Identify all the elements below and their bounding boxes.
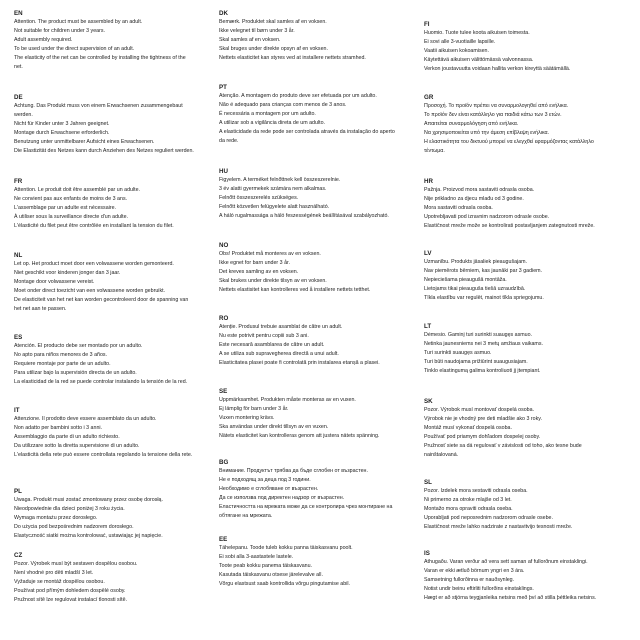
language-code: LV xyxy=(424,250,432,257)
warning-text-line: Να χρησιμοποιείται υπό την άμεση επίβλεψη ενήλικα. xyxy=(424,130,550,136)
warning-text-line: τέντωμα. xyxy=(424,148,445,154)
warning-text-line: Skal brukes under direkte tilsyn av en voksen. xyxy=(219,278,327,284)
warning-text-line: Huomio. Tuote tulee koota aikuisen toimesta. xyxy=(424,30,530,36)
warning-text-line: Ej lämplig för barn under 3 år. xyxy=(219,406,289,412)
warning-text-line: To be used under the direct supervision of an adult. xyxy=(14,46,135,52)
warning-text-line: A se utiliza sub supravegherea directă a unui adult. xyxy=(219,351,339,357)
warning-text-line: Nu este potrivit pentru copiii sub 3 ani. xyxy=(219,333,309,339)
warning-text-line: Do użycia pod bezpośrednim nadzorem dorosłego. xyxy=(14,524,134,530)
warning-text-line: The elasticity of the net can be controlled by installing the tightness of the xyxy=(14,55,186,61)
warning-text-line: Uzmanību. Produkts jāsaliek pieaugušajam. xyxy=(424,259,528,265)
warning-text-line: Η ελαστικότητα του δικτυού μπορεί να ελεγχθεί εφαρμόζοντας κατάλληλο xyxy=(424,139,594,145)
warning-text-line: Requiere montaje por parte de un adulto. xyxy=(14,361,111,367)
warning-text-line: Atención. El producto debe ser montado por un adulto. xyxy=(14,343,143,349)
language-section-sk xyxy=(424,398,636,460)
warning-text-line: Vyžaduje se montáž dospělou osobou. xyxy=(14,579,105,585)
language-code: NL xyxy=(14,252,23,259)
language-code: LT xyxy=(424,323,432,330)
warning-text-line: Upotrebljavati pod izravnim nadzorom odrasle osobe. xyxy=(424,214,550,220)
warning-text-line: A háló rugalmassága a háló feszességének beállításával szabályozható. xyxy=(219,213,389,219)
language-code: DE xyxy=(14,94,23,101)
warning-text-line: Pozor. Izdelek mora sestaviti odrasla oseba. xyxy=(424,488,528,494)
warning-text-line: Nettets elastisitet kan kontrolleres ved å installere nettets tetthet. xyxy=(219,287,371,293)
warning-text-line: Používať pod priamym dohľadom dospelej osoby. xyxy=(424,434,541,440)
warning-text-line: Turi surinkti suaugęs asmuo. xyxy=(424,350,492,356)
warning-text-line: обтягане на мрежата. xyxy=(219,513,273,519)
warning-text-line: Vuxen montering krävs. xyxy=(219,415,275,421)
warning-text-line: net. xyxy=(14,64,23,70)
warning-text-line: Die Elastizität des Netzes kann durch Anziehen des Netzes reguliert werden. xyxy=(14,148,194,154)
warning-text-line: Ei sovi alle 3-vuotiaille lapsille. xyxy=(424,39,496,45)
warning-text-line: Niet geschikt voor kinderen jonger dan 3 jaar. xyxy=(14,270,121,276)
warning-text-line: Turi būti naudojama prižiūrint suaugusiajam. xyxy=(424,359,528,365)
warning-text-line: Používat pod přímým dohledem dospělé osoby. xyxy=(14,588,126,594)
warning-text-line: Nepieciešama pieaugušā montāža. xyxy=(424,277,507,283)
warning-text-line: Not suitable for children under 3 years. xyxy=(14,28,105,34)
warning-text-line: Nieodpowiednie dla dzieci poniżej 3 roku życia. xyxy=(14,506,125,512)
language-code: BG xyxy=(219,459,229,466)
warning-text-line: Attention. Le produit doit être assemblé par un adulte. xyxy=(14,187,141,193)
warning-text-line: Montažo mora opraviti odrasla oseba. xyxy=(424,506,513,512)
language-code: EN xyxy=(14,10,23,17)
language-section-en xyxy=(14,10,219,72)
warning-text-line: Montage door volwassene vereist. xyxy=(14,279,95,285)
warning-text-line: Skal bruges under direkte opsyn af en voksen. xyxy=(219,46,328,52)
language-code: IT xyxy=(14,407,20,414)
warning-text-line: L'élasticité du filet peut être contrôlée en installant la tension du filet. xyxy=(14,223,174,229)
language-code: PL xyxy=(14,488,22,495)
warning-text-line: Nettets elasticitet kan styres ved at installere nettets stramhed. xyxy=(219,55,366,61)
warning-text-line: Käytettävä aikuisen välittömässä valvonnassa. xyxy=(424,57,534,63)
language-section-it xyxy=(14,407,219,460)
language-section-fi xyxy=(424,21,636,74)
warning-text-line: Elastičnost mreže može se kontrolirati postavljanjem zategnutosti mreže. xyxy=(424,223,595,229)
warning-text-line: Kasutada täiskasvanu otsese järelevalve all. xyxy=(219,572,323,578)
warning-text-line: Необходимо е сглобяване от възрастен. xyxy=(219,486,319,492)
warning-text-line: Tähelepanu. Toode tuleb kokku panna täiskasvanu poolt. xyxy=(219,545,353,551)
language-section-no xyxy=(219,242,424,295)
warning-text-line: nainštalovaná. xyxy=(424,452,459,458)
language-code: EE xyxy=(219,536,228,543)
warning-text-line: Uporabljati pod neposrednim nadzorom odrasle osebe. xyxy=(424,515,553,521)
warning-text-line: Wymaga montażu przez dorosłego. xyxy=(14,515,98,521)
warning-text-line: Ne convient pas aux enfants de moins de 3 ans. xyxy=(14,196,128,202)
warning-text-line: A elasticidade da rede pode ser controlada através da instalação do aperto xyxy=(219,129,395,135)
language-section-ee xyxy=(219,536,424,589)
warning-text-line: Felnőtt közvetlen felügyelete alatt használható. xyxy=(219,204,330,210)
language-code: SL xyxy=(424,479,432,486)
warning-text-line: Ikke velegnet til børn under 3 år. xyxy=(219,28,295,34)
language-code: FI xyxy=(424,21,430,28)
language-code: SK xyxy=(424,398,433,405)
warning-text-line: Elastičnost mreže lahko nadzirate z nastavitvijo tesnosti mreže. xyxy=(424,524,573,530)
warning-text-line: Pružnost sítě lze regulovat instalací tlonosti sítě. xyxy=(14,597,128,603)
warning-text-line: A utilizar sob a vigilância direta de um adulto. xyxy=(219,120,325,126)
warning-text-line: Nicht für Kinder unter 3 Jahren geeignet. xyxy=(14,121,110,127)
language-code: PT xyxy=(219,84,227,91)
language-code: DK xyxy=(219,10,228,17)
language-code: HU xyxy=(219,168,228,175)
warning-text-line: Внимание. Продуктът трябва да бъде сглобен от възрастен. xyxy=(219,468,368,474)
warning-text-line: Pozor. Výrobek musí být sestaven dospělou osobou. xyxy=(14,561,138,567)
warning-text-line: À utiliser sous la surveillance directe d'un adulte. xyxy=(14,214,129,220)
warning-text-line: 3 év alatti gyermekek számára nem alkalmas. xyxy=(219,186,327,192)
warning-text-line: Non adatto per bambini sotto i 3 anni. xyxy=(14,425,103,431)
warning-text-line: Attenzione. Il prodotto deve essere assemblato da un adulto. xyxy=(14,416,157,422)
warning-text-line: Attention. The product must be assembled by an adult. xyxy=(14,19,143,25)
warning-text-line: Pružnosť siete sa dá regulovať v závislosti od toho, ako tesne bude xyxy=(424,443,582,449)
warning-text-line: Προσοχή. Το προϊόν πρέπει να συναρμολογηθεί από ενήλικα. xyxy=(424,103,569,109)
language-section-pl xyxy=(14,488,219,541)
language-section-nl xyxy=(14,252,219,314)
warning-text-line: Assemblaggio da parte di un adulto richiesto. xyxy=(14,434,120,440)
warning-text-line: Το προϊόν δεν είναι κατάλληλο για παιδιά κάτω των 3 ετών. xyxy=(424,112,562,118)
language-code: CZ xyxy=(14,552,23,559)
warning-text-line: Notist undir beinu eftirliti fullorðins einstaklings. xyxy=(424,586,534,592)
warning-text-line: No apto para niños menores de 3 años. xyxy=(14,352,108,358)
warning-text-line: Toote peab kokku panema täiskasvanu. xyxy=(219,563,313,569)
warning-text-line: Elasticitatea plasei poate fi controlată prin instalarea etanșă a plasei. xyxy=(219,360,380,366)
language-section-lv xyxy=(424,250,636,303)
language-section-ro xyxy=(219,315,424,368)
warning-text-line: Не е подходящ за деца под 3 години. xyxy=(219,477,311,483)
warning-text-line: Netinka jaunesniems nei 3 metų amžiaus vaikams. xyxy=(424,341,543,347)
warning-text-line: Atenção. A montagem do produto deve ser efetuada por um adulto. xyxy=(219,93,377,99)
warning-text-line: Nätets elasticitet kan kontrolleras genom att justera nätets spänning. xyxy=(219,433,380,439)
warning-text-line: Este necesară asamblarea de către un adult. xyxy=(219,342,325,348)
language-code: NO xyxy=(219,242,229,249)
warning-text-line: Moet onder direct toezicht van een volwassene worden gebruikt. xyxy=(14,288,166,294)
warning-text-line: Athugaðu. Varan verður að vera sett saman af fullorðnum einstaklingi. xyxy=(424,559,588,565)
language-section-hu xyxy=(219,168,424,221)
language-section-gr xyxy=(424,94,636,156)
warning-text-line: Montáž musí vykonať dospelá osoba. xyxy=(424,425,512,431)
warning-text-line: Mora sastaviti odrasla osoba. xyxy=(424,205,493,211)
warning-text-line: Nije prikladno za djecu mlađu od 3 godine. xyxy=(424,196,524,202)
warning-text-line: Let op. Het product moet door een volwassene worden gemonteerd. xyxy=(14,261,174,267)
warning-text-line: Figyelem. A terméket felnőttnek kell összeszerelnie. xyxy=(219,177,341,183)
warning-text-line: Lietojams tikai pieauguša tiešā uzraudzībā. xyxy=(424,286,526,292)
warning-text-line: Ni primerno za otroke mlajše od 3 let. xyxy=(424,497,512,503)
warning-text-line: De elasticiteit van het net kan worden gecontroleerd door de spanning van xyxy=(14,297,189,303)
warning-text-line: Adult assembly required. xyxy=(14,37,73,43)
warning-text-line: L'elasticità della rete può essere controllata regolando la tensione della rete. xyxy=(14,452,193,458)
warning-text-line: Benutzung unter unmittelbarer Aufsicht eines Erwachsenen. xyxy=(14,139,155,145)
language-section-dk xyxy=(219,10,424,63)
warning-text-line: Tīkla elastību var regulēt, mainot tīkla spriegojumu. xyxy=(424,295,544,301)
warning-text-line: Atenție. Produsul trebuie asamblat de către un adult. xyxy=(219,324,343,330)
language-section-bg xyxy=(219,459,424,521)
warning-text-line: Tinklo elastingumą galima kontroliuoti jį įtempiant. xyxy=(424,368,541,374)
language-code: HR xyxy=(424,178,433,185)
language-section-sl xyxy=(424,479,636,532)
warning-text-line: Да се използва под директен надзор от възрастен. xyxy=(219,495,345,501)
language-code: GR xyxy=(424,94,434,101)
warning-text-line: Bemærk. Produktet skal samles af en voksen. xyxy=(219,19,327,25)
language-section-es xyxy=(14,334,219,387)
warning-text-line: La elasticidad de la red se puede controlar instalando la tensión de la red. xyxy=(14,379,188,385)
warning-text-line: Não é adequado para crianças com menos de 3 anos. xyxy=(219,102,347,108)
warning-text-line: Nav piemērots bērniem, kas jaunāki par 3 gadiem. xyxy=(424,268,543,274)
warning-text-line: Verkon joustavuutta voidaan hallita verkon kireyttä säätämällä. xyxy=(424,66,571,72)
warning-text-line: Hægt er að stjórna teygjanleika netsins með því að stilla þéttleika netsins. xyxy=(424,595,597,601)
warning-text-line: Pozor. Výrobok musí montovať dospelá osoba. xyxy=(424,407,535,413)
warning-text-line: werden. xyxy=(14,112,33,118)
warning-text-line: Skal samles af en voksen. xyxy=(219,37,281,43)
warning-text-line: Para utilizar bajo la supervisión directa de un adulto. xyxy=(14,370,137,376)
warning-text-line: Det kreves samling av en voksen. xyxy=(219,269,299,275)
language-section-hr xyxy=(424,178,636,231)
warning-text-line: Еластичността на мрежата може да се контролира чрез монтиране на xyxy=(219,504,393,510)
warning-text-line: Uppmärksamhet. Produkten måste monteras av en vuxen. xyxy=(219,397,356,403)
warning-text-line: het net aan te passen. xyxy=(14,306,67,312)
warning-text-line: Uwaga. Produkt musi zostać zmontowany przez osobę dorosłą. xyxy=(14,497,163,503)
language-code: RO xyxy=(219,315,229,322)
language-section-cz xyxy=(14,552,219,605)
warning-text-line: Pažnja. Proizvod mora sastaviti odrasla osoba. xyxy=(424,187,535,193)
warning-text-line: L'assemblage par un adulte est nécessaire. xyxy=(14,205,117,211)
warning-text-line: Da utilizzare sotto la diretta supervisione di un adulto. xyxy=(14,443,140,449)
warning-text-line: Απαιτείται συναρμολόγηση από ενήλικα. xyxy=(424,121,519,127)
warning-text-line: Není vhodné pro děti mladší 3 let. xyxy=(14,570,94,576)
warning-text-line: Achtung. Das Produkt muss von einem Erwachsenen zusammengebaut xyxy=(14,103,183,109)
language-section-is xyxy=(424,550,636,603)
warning-text-line: Ska användas under direkt tillsyn av en vuxen. xyxy=(219,424,329,430)
language-section-se xyxy=(219,388,424,441)
language-code: FR xyxy=(14,178,23,185)
language-code: IS xyxy=(424,550,430,557)
warning-text-line: Võrgu elastsust saab kontrollida võrgu pingutamise abil. xyxy=(219,581,351,587)
warning-text-line: Samsetning fullorðinna er nauðsynleg. xyxy=(424,577,515,583)
warning-text-line: Obs! Produktet må monteres av en voksen. xyxy=(219,251,321,257)
language-section-pt xyxy=(219,84,424,146)
language-code: SE xyxy=(219,388,228,395)
warning-text-line: Montage durch Erwachsene erforderlich. xyxy=(14,130,110,136)
warning-text-line: Vaatii aikuisen kokoamisen. xyxy=(424,48,489,54)
warning-text-line: É necessária a montagem por um adulto. xyxy=(219,111,316,117)
warning-text-line: Varan er ekki ætluð börnum yngri en 3 ára. xyxy=(424,568,525,574)
warning-text-line: Felnőtt összeszerelés szükséges. xyxy=(219,195,299,201)
language-code: ES xyxy=(14,334,23,341)
warning-text-line: Výrobok nie je vhodný pre deti mladšie ako 3 roky. xyxy=(424,416,542,422)
language-section-de xyxy=(14,94,219,156)
warning-text-line: Ei sobi alla 3-aastastele lastele. xyxy=(219,554,294,560)
language-section-fr xyxy=(14,178,219,231)
warning-text-line: da rede. xyxy=(219,138,239,144)
warning-text-line: Ikke egnet for barn under 3 år. xyxy=(219,260,290,266)
warning-text-line: Elastyczność siatki można kontrolować, ustawiając jej napięcie. xyxy=(14,533,163,539)
warning-text-line: Dėmesio. Gaminį turi surinkti suaugęs asmuo. xyxy=(424,332,533,338)
language-section-lt xyxy=(424,323,636,376)
